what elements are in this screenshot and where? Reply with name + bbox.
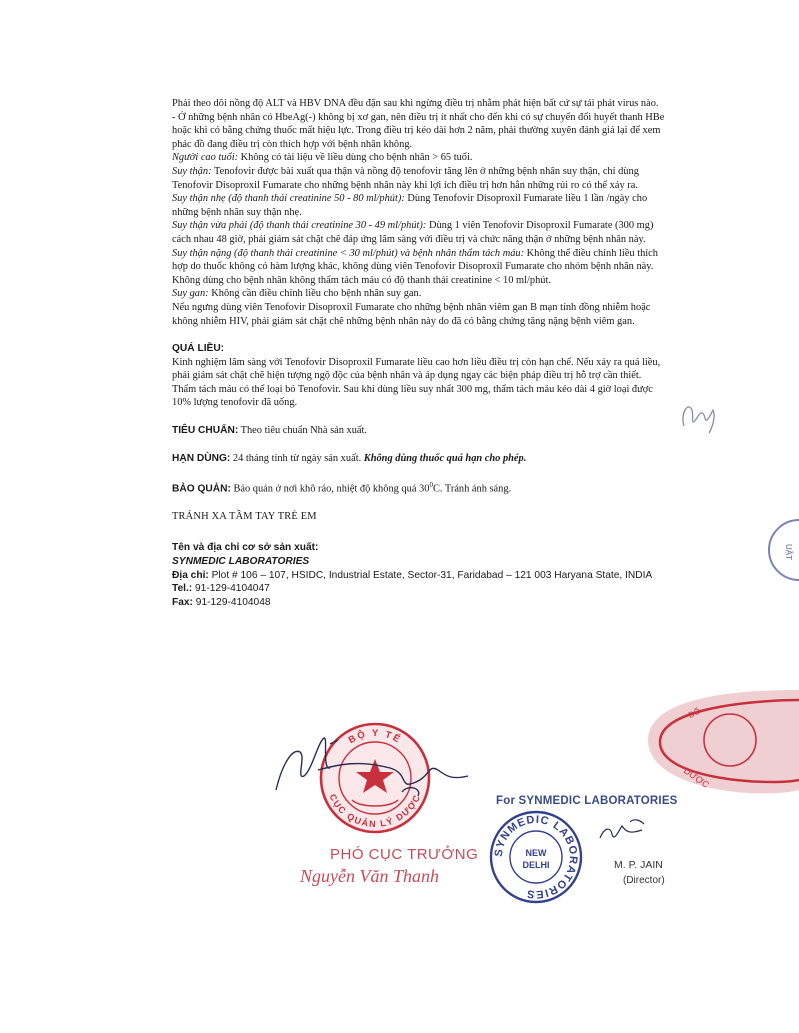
paragraph-monitoring: Phải theo dõi nồng độ ALT và HBV DNA đều đặn sau khi ngừng điều trị nhằm phát hiện bất cứ sự tái phát virus nào.	[172, 98, 659, 109]
renal-text: Tenofovir được bài xuất qua thận và nồng độ tenofovir tăng lên ở những bệnh nhân suy thận, chỉ dùng Tenofovir Disoproxil Fumarate cho những bệnh nhân này khi lợi ích điều trị hơn hẳn những rủi ro có thể xảy ra.	[172, 165, 639, 191]
elderly-text: Không có tài liệu về liều dùng cho bệnh nhân > 65 tuổi.	[238, 152, 473, 164]
renal-mild-text: Dùng Tenofovir Disoproxil Fumarate liều 1 lần /ngày cho những bệnh nhân suy thận nhẹ.	[172, 193, 648, 218]
manufacturer-heading: Tên và địa chỉ cơ sở sản xuất:	[172, 541, 319, 553]
manufacturer-name: SYNMEDIC LABORATORIES	[172, 555, 310, 567]
tel-number: 91-129-4104047	[192, 583, 270, 595]
svg-text:BỘ Y TẾ: BỘ Y TẾ	[346, 727, 404, 747]
paragraph-discontinuation: Nếu ngưng dùng viên Tenofovir Disoproxil Fumarate cho những bệnh nhân viêm gan B mạn tính đồng nhiễm hoặc không nhiễm HIV, phải giám sát chặt chẽ những bệnh nhân này do đã có bằng chứng tăng nặng bệnh viêm gan.	[172, 301, 651, 327]
signer-name: M. P. JAIN	[614, 859, 663, 871]
standard-text: Theo tiêu chuẩn Nhà sản xuất.	[238, 425, 368, 437]
fax-label: Fax:	[172, 597, 193, 609]
svg-text:DELHI: DELHI	[522, 860, 550, 870]
edge-stamp-red	[648, 690, 799, 793]
paragraph-dialysis: Không dùng cho bệnh nhân không thẩm tách máu có độ thanh thải creatinine < 10 ml/phút.	[172, 274, 551, 286]
overdose-text-2: Thẩm tách máu có thể loại bỏ Tenofovir. Sau khi dùng liều suy nhất 300 mg, thẩm tách máu kéo dài 4 giờ loại được 10% lượng tenofovir đã uống.	[172, 383, 653, 409]
storage-degree: 0	[429, 481, 433, 490]
deputy-director-name: Nguyễn Văn Thanh	[300, 866, 439, 886]
storage-label: BẢO QUẢN:	[172, 483, 231, 495]
renal-moderate-label: Suy thận vừa phải (độ thanh thải creatinine 30 - 49 ml/phút):	[172, 220, 427, 232]
standard-label: TIÊU CHUẨN:	[172, 425, 239, 437]
renal-label: Suy thận:	[172, 165, 212, 177]
svg-text:ĐỐ: ĐỐ	[687, 706, 702, 720]
svg-text:SYNMEDIC LABORATORIES: SYNMEDIC LABORATORIES	[492, 813, 580, 901]
svg-text:DƯỢC: DƯỢC	[681, 765, 711, 790]
signer-role: (Director)	[623, 875, 665, 886]
overdose-heading: QUÁ LIỀU:	[172, 343, 225, 355]
overdose-text-1: Kinh nghiệm lâm sàng với Tenofovir Disoproxil Fumarate liều cao hơn liều điều trị còn hạn chế. Nếu xảy ra quá liều, phải giám sát chặt chẽ hiện tượng ngộ độc của bệnh nhân và áp dụng ngay các biện pháp điều trị hỗ trợ cần thiết.	[172, 356, 661, 382]
margin-initial-mark	[683, 407, 714, 433]
company-seal	[491, 812, 581, 902]
elderly-label: Người cao tuổi:	[172, 152, 239, 164]
storage-text-end: C. Tránh ánh sáng.	[432, 483, 512, 495]
fax-number: 91-129-4104048	[192, 597, 271, 609]
keep-away-warning: TRÁNH XA TẦM TAY TRẺ EM	[172, 511, 317, 523]
edge-stamp-blue	[769, 520, 799, 580]
deputy-director-title: PHÓ CỤC TRƯỞNG	[330, 846, 479, 863]
hepatic-label: Suy gan:	[172, 288, 209, 300]
renal-mild-label: Suy thận nhẹ (độ thanh thải creatinine 50 - 80 ml/phút):	[172, 193, 405, 205]
svg-text:CỤC QUẢN LÝ DƯỢC: CỤC QUẢN LÝ DƯỢC	[327, 792, 423, 830]
paragraph-hbeag: - Ở những bệnh nhân có HbeAg(-) không bị xơ gan, nên điều trị ít nhất cho đến khi có sự chuyển đổi huyết thanh HBe hoặc khi có bằng chứng thuốc mất hiệu lực. Trong điều trị kéo dài hơn 2 năm, phải thường xuyên đánh giá lại để xem phác đồ đang điều trị còn thích hợp với bệnh nhân không.	[172, 111, 665, 150]
expiry-text: 24 tháng tính từ ngày sản xuất.	[230, 452, 364, 464]
renal-severe-label: Suy thận nặng (độ thanh thải creatinine < 30 ml/phút) và bệnh nhân thẩm tách máu:	[172, 247, 525, 259]
address-label: Địa chỉ:	[172, 569, 209, 581]
storage-text: Bảo quản ở nơi khô ráo, nhiệt độ không quá 30	[230, 483, 430, 495]
expiry-warning: Không dùng thuốc quá hạn cho phép.	[363, 452, 527, 464]
expiry-label: HẠN DÙNG:	[172, 452, 231, 464]
for-company-label: For SYNMEDIC LABORATORIES	[496, 795, 678, 807]
renal-severe-text: Không thể điều chỉnh liều thích hợp do thuốc không có hàm lượng khác, không dùng viên Tenofovir Disoproxil Fumarate cho nhóm bệnh nhân này.	[172, 247, 658, 273]
svg-text:NEW: NEW	[525, 848, 547, 858]
hepatic-text: Không cần điều chỉnh liều cho bệnh nhân suy gan.	[208, 288, 422, 300]
director-signature	[600, 820, 644, 838]
tel-label: Tel.:	[172, 583, 193, 595]
renal-moderate-text: Dùng 1 viên Tenofovir Disoproxil Fumarate (300 mg) cách nhau 48 giờ, phải giám sát chặt chẽ đáp ứng lâm sàng với điều trị và chức năng thận ở những bệnh nhân này.	[172, 220, 654, 245]
svg-text:UẬT: UẬT	[784, 544, 793, 560]
address-text: Plot # 106 – 107, HSIDC, Industrial Estate, Sector-31, Faridabad – 121 003 Haryana State, INDIA	[208, 569, 653, 581]
